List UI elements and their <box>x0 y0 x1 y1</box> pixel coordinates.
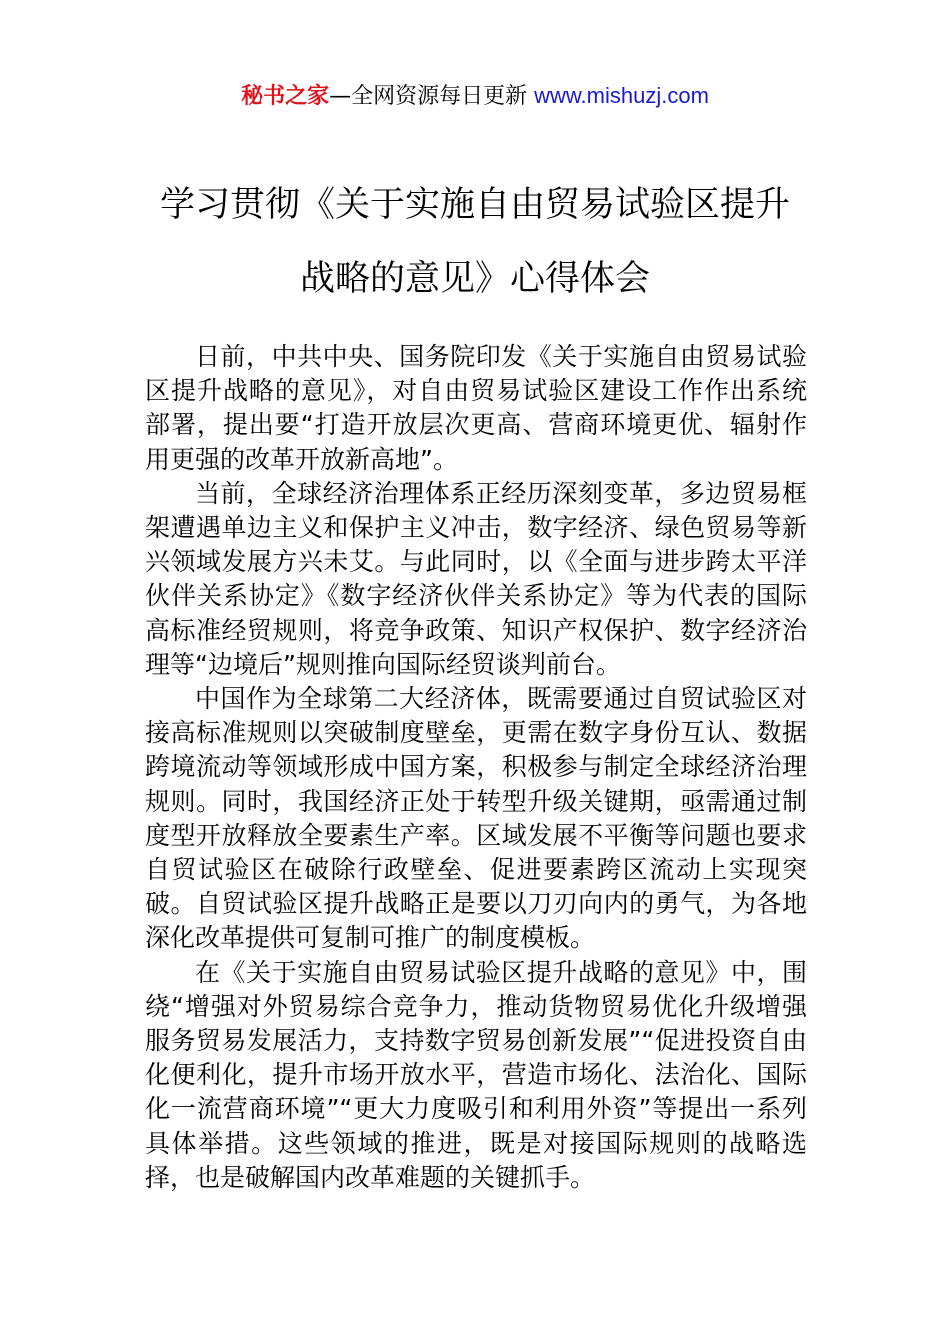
site-brand: 秘书之家 <box>241 84 330 109</box>
paragraph-1: 日前，中共中央、国务院印发《关于实施自由贸易试验区提升战略的意见》，对自由贸易试验区建设工作作出系统部署，提出要“打造开放层次更高、营商环境更优、辐射作用更强的改革开放新高地”。 <box>145 342 807 474</box>
site-slogan: —全网资源每日更新 <box>329 84 528 109</box>
title-line-1: 学习贯彻《关于实施自由贸易试验区提升 <box>159 185 790 225</box>
site-url-link[interactable]: www.mishuzj.com <box>534 83 709 108</box>
paragraph-2: 当前，全球经济治理体系正经历深刻变革，多边贸易框架遭遇单边主义和保护主义冲击，数字经济、绿色贸易等新兴领域发展方兴未艾。与此同时，以《全面与进步跨太平洋伙伴关系协定》《数字经济伙伴关系协定》等为代表的国际高标准经贸规则，将竞争政策、知识产权保护、数字经济治理等“边境后”规则推向国际经贸谈判前台。 <box>145 478 807 679</box>
title-line-2: 战略的意见》心得体会 <box>299 259 650 299</box>
document-title <box>140 168 810 316</box>
paragraph-3: 中国作为全球第二大经济体，既需要通过自贸试验区对接高标准规则以突破制度壁垒，更需在数字身份互认、数据跨境流动等领域形成中国方案，积极参与制定全球经济治理规则。同时，我国经济正处于转型升级关键期，亟需通过制度型开放释放全要素生产率。区域发展不平衡等问题也要求自贸试验区在破除行政壁垒、促进要素跨区流动上实现突破。自贸试验区提升战略正是要以刀刃向内的勇气，为各地深化改革提供可复制可推广的制度模板。 <box>145 684 807 953</box>
paragraph-4: 在《关于实施自由贸易试验区提升战略的意见》中，围绕“增强对外贸易综合竞争力，推动货物贸易优化升级增强服务贸易发展活力，支持数字贸易创新发展”“促进投资自由化便利化，提升市场开放水平，营造市场化、法治化、国际化一流营商环境”“更大力度吸引和利用外资”等提出一系列具体举措。这些领域的推进，既是对接国际规则的战略选择，也是破解国内改革难题的关键抓手。 <box>145 957 807 1192</box>
site-header <box>0 80 950 113</box>
document-body <box>145 340 807 1195</box>
